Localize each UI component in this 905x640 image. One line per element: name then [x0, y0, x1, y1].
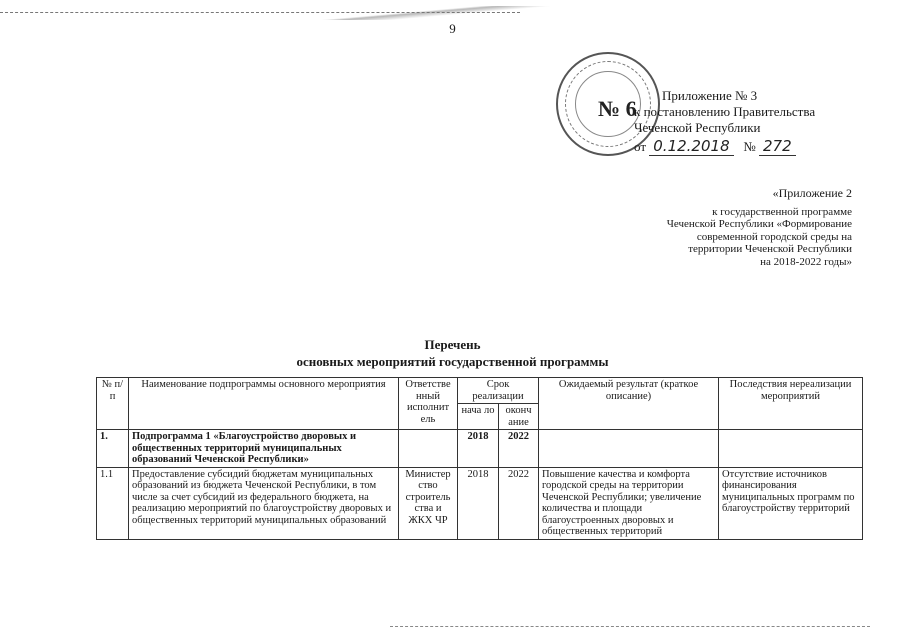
row-start: 2018 [458, 430, 499, 468]
handwritten-date: 0.12.2018 [649, 137, 733, 156]
decree-date-line [634, 137, 796, 155]
header-consequences: Последствия нереализации мероприятий [719, 378, 863, 430]
document-title: Перечень [424, 337, 481, 352]
measures-table [96, 377, 863, 540]
scan-edge-bottom [390, 626, 870, 629]
appendix2-line6: на 2018-2022 годы» [760, 255, 852, 268]
row-consequences [719, 430, 863, 468]
row-name: Подпрограмма 1 «Благоустройство дворовых и общественных территорий муниципальных образований Чеченской Республики» [129, 430, 399, 468]
date-prefix: от [634, 139, 647, 154]
row-num: 1. [97, 430, 129, 468]
appendix2-line1: «Приложение 2 [772, 186, 852, 200]
row-num: 1.1 [97, 467, 129, 539]
appendix3-line3: Чеченской Республики [634, 120, 761, 135]
row-end: 2022 [499, 467, 539, 539]
document-subtitle: основных мероприятий государственной программы [296, 354, 609, 369]
appendix2-line3: Чеченской Республики «Формирование [666, 218, 852, 230]
row-responsible: Министер ство строитель ства и ЖКХ ЧР [399, 467, 458, 539]
appendix3-header [634, 88, 815, 136]
scan-edge-dashes [0, 12, 520, 16]
header-result: Ожидаемый результат (краткое описание) [539, 378, 719, 430]
header-name: Наименование подпрограммы основного мероприятия [129, 378, 399, 430]
header-start: нача ло [458, 404, 499, 430]
header-term: Срок реализации [458, 378, 539, 404]
number-prefix: № [743, 139, 756, 154]
seal-number: № 6 [598, 96, 637, 121]
row-result [539, 430, 719, 468]
header-responsible: Ответстве нный исполнит ель [399, 378, 458, 430]
row-end: 2022 [499, 430, 539, 468]
page-number: 9 [449, 21, 456, 36]
appendix3-line1: Приложение № 3 [662, 88, 758, 103]
appendix2-line5: территории Чеченской Республики [688, 243, 852, 255]
row-result: Повышение качества и комфорта городской среды на территории Чеченской Республики; увеличение количества и площади благоустроенных дворовых и общественных территорий [539, 467, 719, 539]
row-start: 2018 [458, 467, 499, 539]
handwritten-number: 272 [759, 137, 796, 156]
header-num: № п/п [97, 378, 129, 430]
table-row [97, 467, 863, 539]
row-name: Предоставление субсидий бюджетам муниципальных образований из бюджета Чеченской Республики, в том числе за счет субсидий из федерального бюджета, на реализацию мероприятий по благоустройству дворовых и общественных территорий муниципальных образований [129, 467, 399, 539]
table-row [97, 430, 863, 468]
header-end: оконч ание [499, 404, 539, 430]
appendix2-header [667, 187, 852, 268]
row-consequences: Отсутствие источников финансирования муниципальных программ по благоустройству территорий [719, 467, 863, 539]
row-responsible [399, 430, 458, 468]
appendix2-line2: к государственной программе [712, 205, 852, 218]
table-header-row [97, 378, 863, 404]
appendix3-line2: к постановлению Правительства [634, 104, 816, 119]
appendix2-line4: современной городской среды на [696, 230, 852, 243]
